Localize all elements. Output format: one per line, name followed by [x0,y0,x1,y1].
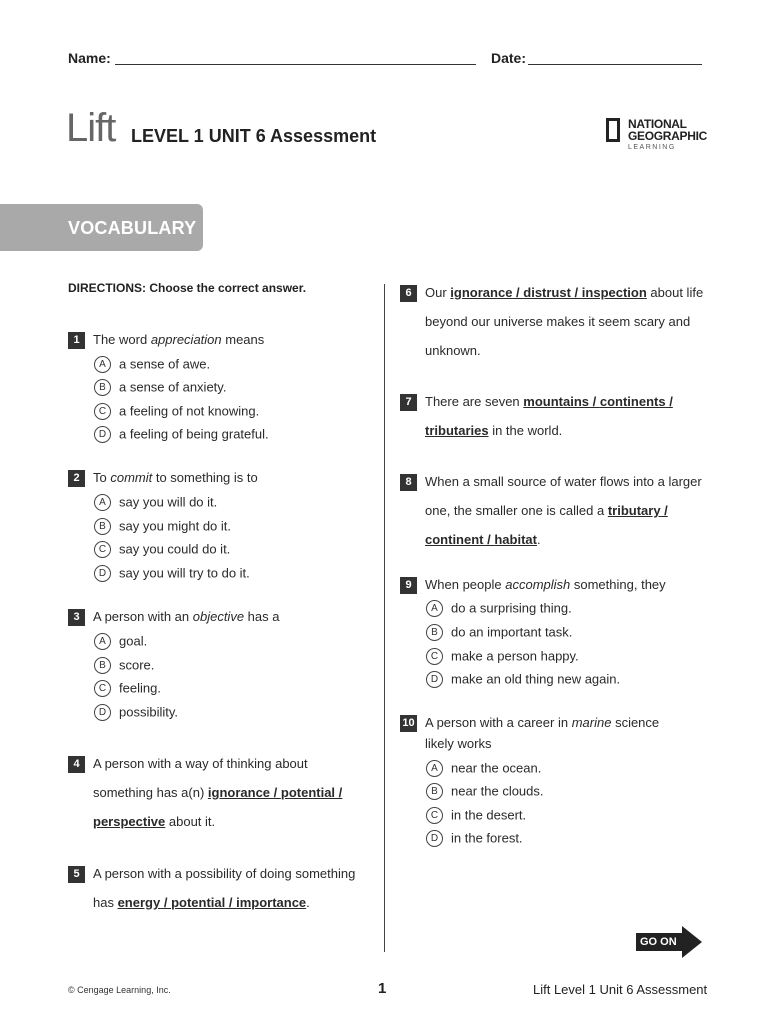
question-1 [68,332,368,448]
word-choice[interactable]: habitat [494,532,537,547]
question-stem-line: continent / habitat. [425,532,541,547]
answer-option[interactable]: D say you will try to do it. [94,565,250,583]
lift-brand-word: Lift [66,106,116,150]
question-stem-line: tributaries in the world. [425,423,563,438]
question-2 [68,470,368,586]
question-number: 2 [68,470,85,487]
answer-option[interactable]: C a feeling of not knowing. [94,403,259,421]
question-number: 7 [400,394,417,411]
answer-option[interactable]: C in the desert. [426,807,526,825]
question-number: 10 [400,715,417,732]
page-number: 1 [378,980,387,997]
question-3 [68,609,368,725]
logo-line-3: LEARNING [628,144,676,151]
question-stem-line: something has a(n) ignorance / potential / [93,785,343,800]
question-4 [68,756,378,832]
answer-option[interactable]: D in the forest. [426,830,523,848]
question-stem-line: unknown. [425,343,481,358]
word-choice[interactable]: tributaries [425,423,489,438]
word-choice[interactable]: potential [280,785,336,800]
question-number: 5 [68,866,85,883]
question-stem-line: There are seven mountains / continents / [425,394,673,409]
answer-option[interactable]: C make a person happy. [426,648,579,666]
question-stem-line: A person with a possibility of doing something [93,866,356,881]
answer-bubble[interactable]: D [94,704,111,721]
question-10 [400,715,720,855]
directions: DIRECTIONS: Choose the correct answer. [68,281,307,295]
question-number: 8 [400,474,417,491]
question-number: 1 [68,332,85,349]
answer-bubble[interactable]: A [426,760,443,777]
answer-bubble[interactable]: A [94,633,111,650]
arrow-right-icon [680,926,702,958]
word-choice[interactable]: importance [236,895,307,910]
answer-bubble[interactable]: C [94,541,111,558]
answer-bubble[interactable]: C [426,807,443,824]
answer-option[interactable]: C say you could do it. [94,541,230,559]
column-divider [384,284,385,952]
word-choice[interactable]: tributary [607,503,661,518]
question-stem: A person with a career in marine science [425,715,660,730]
answer-bubble[interactable]: D [426,830,443,847]
answer-bubble[interactable]: B [94,657,111,674]
answer-option[interactable]: A near the ocean. [426,760,541,778]
answer-option[interactable]: B do an important task. [426,624,572,642]
word-choice[interactable]: inspection [581,285,647,300]
question-stem: When people accomplish something, they [425,577,666,592]
answer-bubble[interactable]: D [94,426,111,443]
question-stem-line: A person with a way of thinking about [93,756,308,771]
word-choice[interactable]: perspective [93,814,166,829]
answer-option[interactable]: A do a surprising thing. [426,600,572,618]
answer-bubble[interactable]: A [94,356,111,373]
answer-bubble[interactable]: B [94,379,111,396]
question-6 [400,285,720,361]
word-choice[interactable]: continent [425,532,484,547]
answer-option[interactable]: B a sense of anxiety. [94,379,226,397]
answer-option[interactable]: B near the clouds. [426,783,544,801]
question-stem-line: perspective about it. [93,814,216,829]
word-choice[interactable]: continents [599,394,666,409]
question-number: 9 [400,577,417,594]
word-choice[interactable]: mountains [523,394,590,409]
date-field[interactable] [528,64,702,65]
answer-option[interactable]: C feeling. [94,680,161,698]
answer-option[interactable]: A goal. [94,633,147,651]
answer-bubble[interactable]: B [426,783,443,800]
copyright: © Cengage Learning, Inc. [68,985,171,995]
answer-option[interactable]: A say you will do it. [94,494,217,512]
answer-option[interactable]: A a sense of awe. [94,356,210,374]
question-stem-line: beyond our universe makes it seem scary and [425,314,691,329]
word-choice[interactable]: distrust [523,285,571,300]
answer-bubble[interactable]: D [94,565,111,582]
logo-line-1: NATIONAL [628,117,687,131]
question-stem: To commit to something is to [93,470,258,485]
date-label: Date: [491,50,527,66]
answer-bubble[interactable]: D [426,671,443,688]
question-5 [68,866,378,916]
word-choice[interactable]: energy [117,895,161,910]
national-geographic-logo [606,116,706,156]
answer-bubble[interactable]: A [426,600,443,617]
question-stem-line: When a small source of water flows into a larger [425,474,702,489]
word-choice[interactable]: ignorance [207,785,271,800]
answer-option[interactable]: D a feeling of being grateful. [94,426,269,444]
go-on-indicator [636,926,702,958]
question-7 [400,394,720,444]
word-choice[interactable]: ignorance [450,285,513,300]
section-tab [0,204,203,251]
question-number: 4 [68,756,85,773]
question-number: 3 [68,609,85,626]
go-on-label: GO ON [636,933,681,951]
name-label: Name: [68,50,111,66]
question-8 [400,474,720,550]
yellow-border-icon [606,118,620,142]
question-number: 6 [400,285,417,302]
name-field[interactable] [115,64,476,65]
answer-option[interactable]: D possibility. [94,704,178,722]
question-9 [400,577,720,693]
question-stem-line: Our ignorance / distrust / inspection about life [425,285,704,300]
answer-bubble[interactable]: B [426,624,443,641]
footer-title: Lift Level 1 Unit 6 Assessment [533,982,708,997]
question-stem: The word appreciation means [93,332,265,347]
section-tab-label: VOCABULARY [68,218,197,238]
answer-bubble[interactable]: C [94,680,111,697]
answer-option[interactable]: B say you might do it. [94,518,231,536]
question-stem-line: has energy / potential / importance. [93,895,310,910]
answer-bubble[interactable]: C [426,648,443,665]
answer-bubble[interactable]: C [94,403,111,420]
question-stem-line: likely works [425,736,492,751]
assessment-title: LEVEL 1 UNIT 6 Assessment [131,126,377,146]
logo-line-2: GEOGRAPHIC [628,129,708,143]
answer-option[interactable]: D make an old thing new again. [426,671,620,689]
word-choice[interactable]: potential [171,895,226,910]
answer-option[interactable]: B score. [94,657,154,675]
question-stem-line: one, the smaller one is called a tributary / [425,503,668,518]
answer-bubble[interactable]: A [94,494,111,511]
answer-bubble[interactable]: B [94,518,111,535]
question-stem: A person with an objective has a [93,609,280,624]
